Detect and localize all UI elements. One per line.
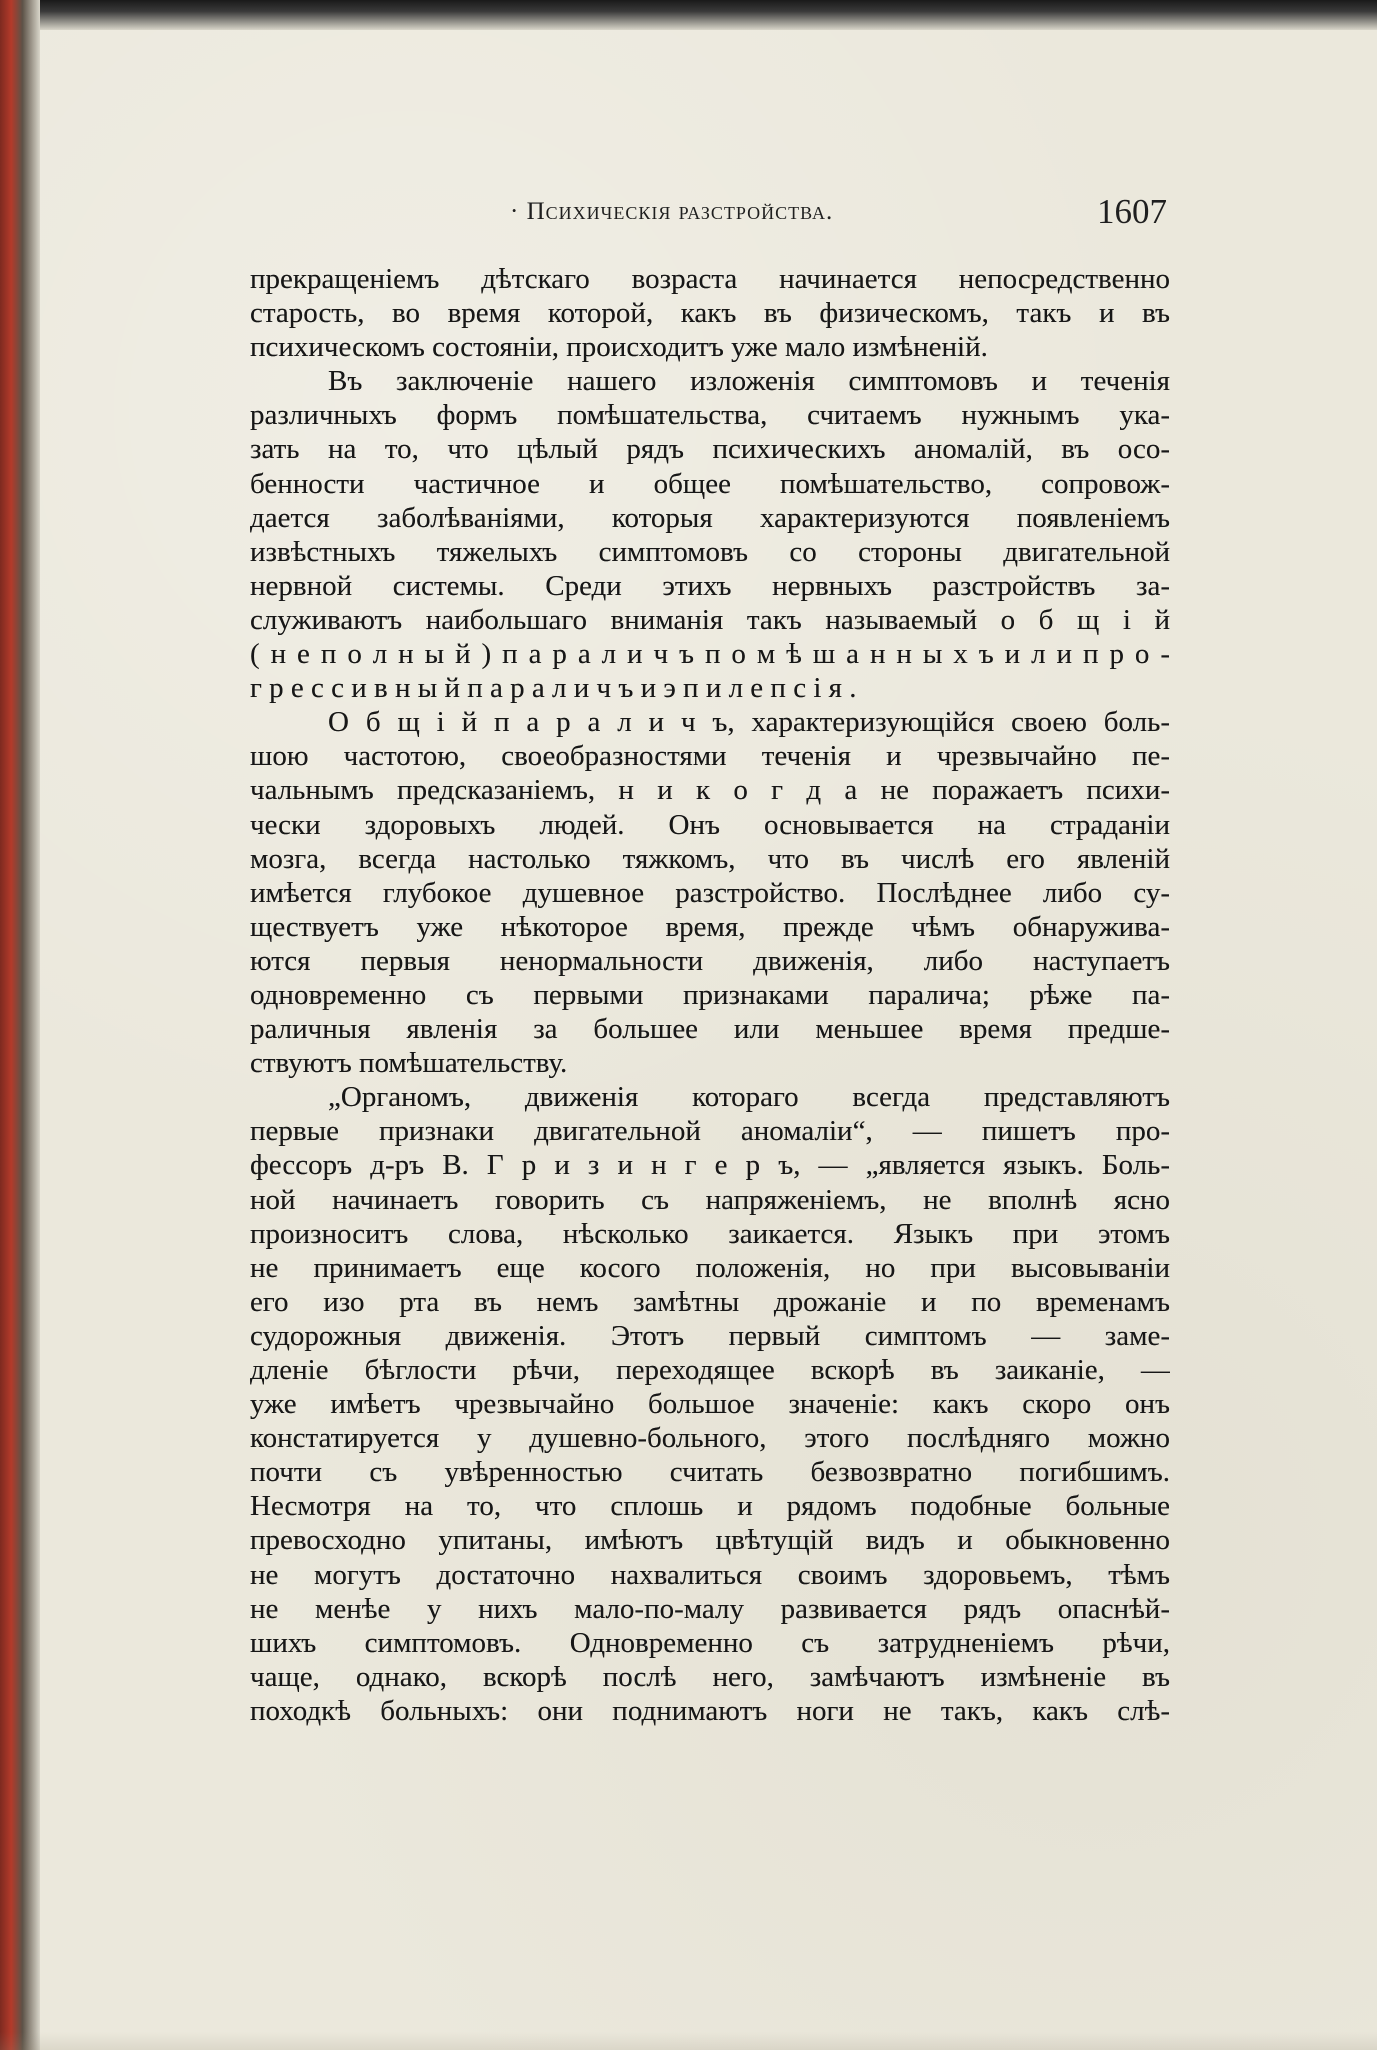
text-line: нервной системы. Среди этихъ нервныхъ разстройствъ за-	[250, 569, 1170, 602]
text-line: дается заболѣваніями, которыя характеризуются появленіемъ	[250, 501, 1170, 534]
text-line: Въ заключеніе нашего изложенія симптомовъ и теченія	[328, 365, 1170, 398]
text-line: шою частотою, своеобразностями теченія и чрезвычайно пе-	[250, 740, 1170, 773]
running-header	[510, 194, 1210, 234]
text-line: превосходно упитаны, имѣютъ цвѣтущій видъ и обыкновенно	[250, 1524, 1170, 1557]
text-line: ствуютъ помѣшательству.	[250, 1047, 568, 1080]
text-line: почти съ увѣренностью считать безвозвратно погибшимъ.	[250, 1456, 1170, 1489]
page-top-dark-edge	[0, 0, 1377, 30]
page-number: 1607	[1097, 192, 1167, 231]
text-line: первые признаки двигательной аномаліи“, — пишетъ про-	[250, 1115, 1170, 1148]
text-line: произноситъ слова, нѣсколько заикается. Языкъ при этомъ	[250, 1217, 1170, 1250]
text-line: чески здоровыхъ людей. Онъ основывается на страданіи	[250, 808, 1170, 841]
text-line: различныхъ формъ помѣшательства, считаемъ нужнымъ ука-	[250, 399, 1170, 432]
text-line: походкѣ больныхъ: они поднимаютъ ноги не такъ, какъ слѣ-	[250, 1694, 1170, 1727]
text-line: чальнымъ предсказаніемъ, н и к о г д а не поражаетъ психи-	[250, 774, 1170, 807]
page-bottom-shadow	[0, 2032, 1377, 2050]
text-line: ются первыя ненормальности движенія, либо наступаетъ	[250, 944, 1170, 977]
text-line: старость, во время которой, какъ въ физическомъ, такъ и въ	[250, 297, 1170, 330]
text-line: шихъ симптомовъ. Одновременно съ затрудненіемъ рѣчи,	[250, 1626, 1170, 1659]
text-line: ной начинаетъ говорить съ напряженіемъ, не вполнѣ ясно	[250, 1183, 1170, 1216]
text-line: раличныя явленія за большее или меньшее время предше-	[250, 1013, 1170, 1046]
text-line: фессоръ д-ръ В. Г р и з и н г е р ъ, — „является языкъ. Боль-	[250, 1149, 1170, 1182]
text-line: ( н е п о л н ы й ) п а р а л и ч ъ п о м ѣ ш а н н ы х ъ и л и п р о -	[250, 638, 1170, 671]
text-line: не могутъ достаточно нахвалиться своимъ здоровьемъ, тѣмъ	[250, 1558, 1170, 1591]
text-line: дленіе бѣглости рѣчи, переходящее вскорѣ въ заиканіе, —	[250, 1354, 1170, 1386]
text-line: зать на то, что цѣлый рядъ психическихъ аномалій, въ осо-	[250, 433, 1170, 466]
text-line: психическомъ состояніи, происходитъ уже мало измѣненій.	[250, 331, 988, 364]
body-text	[250, 262, 1170, 1728]
text-line: „Органомъ, движенія котораго всегда представляютъ	[328, 1081, 1170, 1114]
text-line: не принимаетъ еще косого положенія, но при высовываніи	[250, 1251, 1170, 1284]
text-line: О б щ і й п а р а л и ч ъ, характеризующійся своею боль-	[328, 706, 1170, 739]
text-line: имѣется глубокое душевное разстройство. Послѣднее либо су-	[250, 876, 1170, 909]
text-line: одновременно съ первыми признаками паралича; рѣже па-	[250, 978, 1170, 1011]
text-line: г р е с с и в н ы й п а р а л и ч ъ и э п и л е п с і я .	[250, 672, 857, 705]
text-line: служиваютъ наибольшаго вниманія такъ называемый о б щ і й	[250, 603, 1170, 636]
text-line: чаще, однако, вскорѣ послѣ него, замѣчаютъ измѣненіе въ	[250, 1660, 1170, 1693]
text-line: констатируется у душевно-больного, этого послѣдняго можно	[250, 1422, 1170, 1455]
text-line: мозга, всегда настолько тяжкомъ, что въ числѣ его явленій	[250, 842, 1170, 875]
text-line: бенности частичное и общее помѣшательство, сопровож-	[250, 467, 1170, 500]
running-title: · Психическія разстройства.	[510, 198, 834, 225]
text-line: судорожныя движенія. Этотъ первый симптомъ — заме-	[250, 1319, 1170, 1352]
text-line: его изо рта въ немъ замѣтны дрожаніе и по временамъ	[250, 1285, 1170, 1318]
text-line: прекращеніемъ дѣтскаго возраста начинается непосредственно	[250, 263, 1170, 295]
text-line: не менѣе у нихъ мало-по-малу развивается рядъ опаснѣй-	[250, 1592, 1170, 1625]
text-line: извѣстныхъ тяжелыхъ симптомовъ со стороны двигательной	[250, 535, 1170, 568]
book-spine-edge	[0, 0, 40, 2050]
text-line: ществуетъ уже нѣкоторое время, прежде чѣмъ обнаружива-	[250, 910, 1170, 943]
text-line: уже имѣетъ чрезвычайно большое значеніе: какъ скоро онъ	[250, 1388, 1170, 1421]
text-line: Несмотря на то, что сплошь и рядомъ подобные больные	[250, 1490, 1170, 1523]
